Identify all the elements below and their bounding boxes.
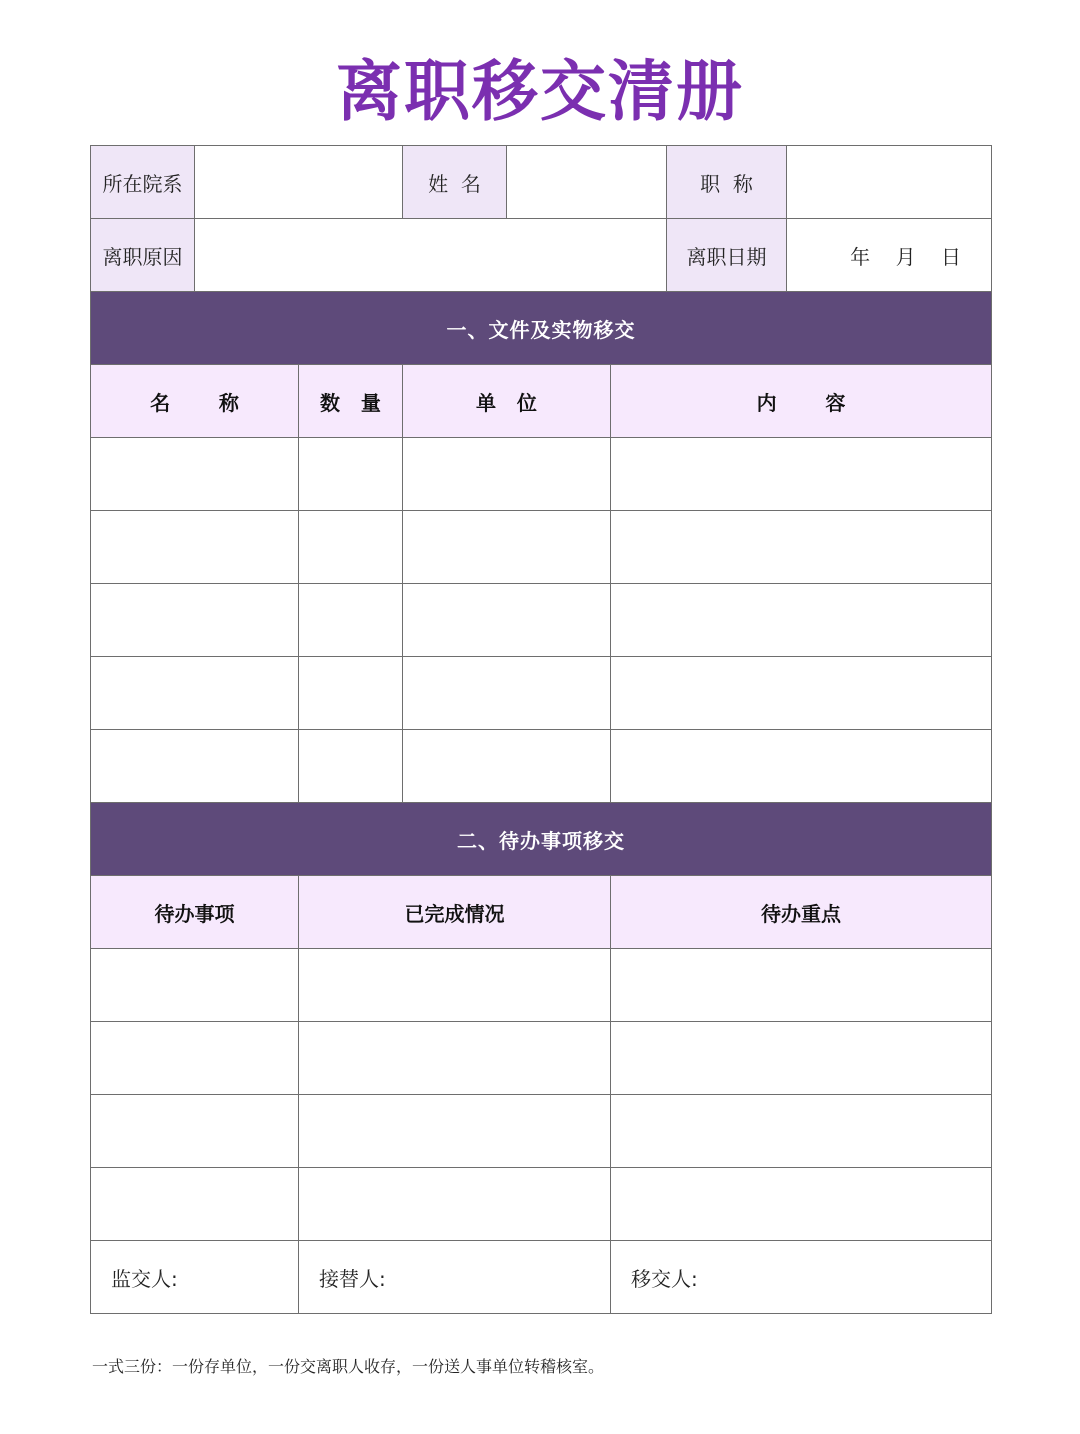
table-row (91, 1095, 992, 1168)
unit-cell[interactable] (403, 730, 611, 803)
table-row (91, 657, 992, 730)
quantity-cell[interactable] (299, 730, 403, 803)
content-cell[interactable] (611, 584, 992, 657)
pending-focus-cell[interactable] (611, 1022, 992, 1095)
col-header-pending-focus: 待办重点 (611, 876, 992, 949)
info-row-2 (91, 219, 992, 292)
section2-header-row (91, 803, 992, 876)
col-header-unit: 单 位 (403, 365, 611, 438)
unit-cell[interactable] (403, 657, 611, 730)
footnote: 一式三份：一份存单位，一份交离职人收存，一份送人事单位转稽核室。 (92, 1357, 605, 1376)
department-label: 所在院系 (91, 146, 195, 219)
date-label: 离职日期 (667, 219, 787, 292)
completion-status-cell[interactable] (299, 949, 611, 1022)
item-name-cell[interactable] (91, 438, 299, 511)
completion-status-cell[interactable] (299, 1022, 611, 1095)
successor-signature[interactable]: 接替人: (299, 1241, 611, 1314)
pending-item-cell[interactable] (91, 1168, 299, 1241)
table-row (91, 730, 992, 803)
table-row (91, 1168, 992, 1241)
section1-column-headers (91, 365, 992, 438)
unit-cell[interactable] (403, 438, 611, 511)
pending-item-cell[interactable] (91, 1095, 299, 1168)
col-header-content: 内 容 (611, 365, 992, 438)
col-header-item-name: 名 称 (91, 365, 299, 438)
completion-status-cell[interactable] (299, 1095, 611, 1168)
table-row (91, 511, 992, 584)
table-row (91, 438, 992, 511)
unit-cell[interactable] (403, 584, 611, 657)
info-row-1 (91, 146, 992, 219)
item-name-cell[interactable] (91, 511, 299, 584)
item-name-cell[interactable] (91, 730, 299, 803)
handover-form-table (90, 145, 992, 1314)
section2-title: 二、待办事项移交 (91, 803, 992, 876)
signature-row (91, 1241, 992, 1314)
pending-focus-cell[interactable] (611, 949, 992, 1022)
table-row (91, 949, 992, 1022)
reason-label: 离职原因 (91, 219, 195, 292)
transferor-signature[interactable]: 移交人: (611, 1241, 992, 1314)
position-field[interactable] (787, 146, 992, 219)
department-field[interactable] (195, 146, 403, 219)
name-label: 姓 名 (403, 146, 507, 219)
quantity-cell[interactable] (299, 511, 403, 584)
supervisor-signature[interactable]: 监交人: (91, 1241, 299, 1314)
col-header-pending-item: 待办事项 (91, 876, 299, 949)
date-field[interactable]: 年 月 日 (787, 219, 992, 292)
content-cell[interactable] (611, 438, 992, 511)
pending-focus-cell[interactable] (611, 1095, 992, 1168)
pending-item-cell[interactable] (91, 949, 299, 1022)
pending-item-cell[interactable] (91, 1022, 299, 1095)
section2-column-headers (91, 876, 992, 949)
content-cell[interactable] (611, 730, 992, 803)
page-title: 离职移交清册 (336, 53, 744, 130)
unit-cell[interactable] (403, 511, 611, 584)
quantity-cell[interactable] (299, 657, 403, 730)
quantity-cell[interactable] (299, 584, 403, 657)
completion-status-cell[interactable] (299, 1168, 611, 1241)
reason-field[interactable] (195, 219, 667, 292)
quantity-cell[interactable] (299, 438, 403, 511)
position-label: 职 称 (667, 146, 787, 219)
section1-header-row (91, 292, 992, 365)
item-name-cell[interactable] (91, 584, 299, 657)
col-header-completion-status: 已完成情况 (299, 876, 611, 949)
name-field[interactable] (507, 146, 667, 219)
content-cell[interactable] (611, 657, 992, 730)
section1-title: 一、文件及实物移交 (91, 292, 992, 365)
col-header-quantity: 数 量 (299, 365, 403, 438)
table-row (91, 1022, 992, 1095)
content-cell[interactable] (611, 511, 992, 584)
table-row (91, 584, 992, 657)
item-name-cell[interactable] (91, 657, 299, 730)
pending-focus-cell[interactable] (611, 1168, 992, 1241)
